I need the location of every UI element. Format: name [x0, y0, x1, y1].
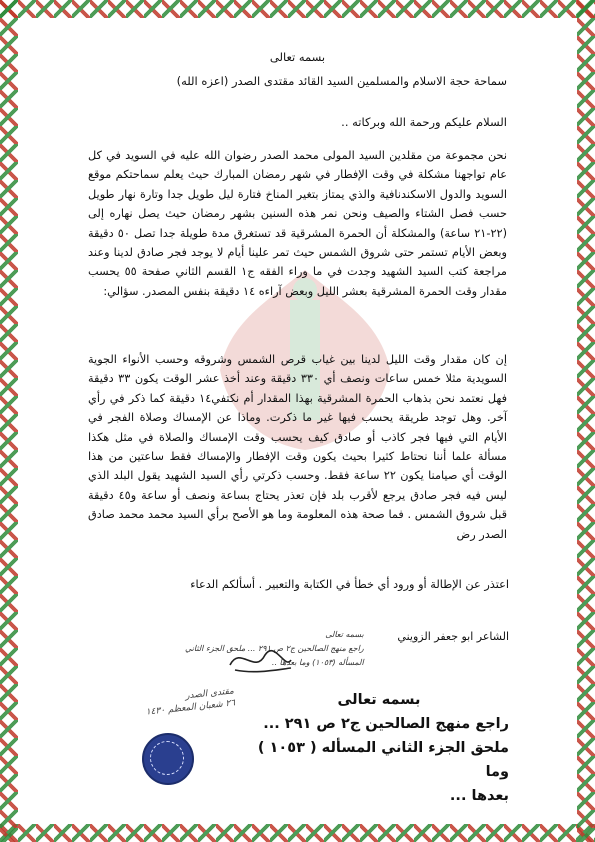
greeting-line: السلام عليكم ورحمة الله وبركاته ..: [341, 115, 507, 129]
handwritten-basmala: بسمه تعالى: [325, 630, 364, 639]
handwritten-line-2: المسأله (١٠٥٣) وما بعدها ..: [271, 658, 364, 667]
handwritten-date: ٢٦ شعبان المعظم ١٤٣٠: [145, 698, 236, 718]
reply-title: بسمه تعالى: [337, 692, 421, 708]
handwritten-line-1: راجع منهج الصالحين ج٢ ص ٢٩١ ... ملحق الجزء الثاني: [185, 644, 364, 653]
paragraph-question: إن كان مقدار وقت الليل لدينا بين غياب قرص الشمس وشروقه وحسب الأنواء الجوية السويدية مثلا خمس ساعات ونصف أي ٣٣٠ دقيقة وعند أخذ عشر الوقت يكون ٣٣ دقيقة فهل نعتمد نحن بذهاب الحمرة المشرقية بهذا المقدار أم نكتفي١٤ دقيقة كما ذكر في رأي آخر. وهل توجد طريقة يحسب فيها غير ما ذكرت. وماذا عن الإمساك وصلاة الفجر في الأيام التي فيها فجر كاذب أو صادق كيف يحسب وقت الإمساك والصلاة في مثل هكذا مسألة علما أننا نحتاط كثيرا بحيث يكون وقت الإفطار والإمساك فقط ساعتين من هذا الوقت أي صيامنا يكون ٢٢ ساعة فقط. وحسب ذكرتي رأي السيد الشهيد يقول البلد الذي ليس فيه فجر صادق يرجع لأقرب بلد فإن تعذر يحتاج بساعة ونصف أو ساعة و٤٥ دقيقة قبل شروق الشمس . فما صحة هذه المعلومة وما هو الأصح برأي السيد محمد محمد صادق الصدر رض: [88, 353, 508, 541]
decorative-border-bottom: [0, 824, 595, 842]
reply-line-2: ملحق الجزء الثاني المسأله ( ١٠٥٣ ) وما: [257, 740, 509, 780]
reply-block: [249, 688, 509, 808]
apology-line: اعتذر عن الإطالة أو ورود أي خطأ في الكتابة والتعبير . أسألكم الدعاء: [190, 578, 509, 591]
decorative-border-right: [577, 0, 595, 842]
official-seal-icon: [142, 733, 194, 785]
handwritten-signature: مقتدى الصدر: [184, 686, 235, 702]
paragraph-problem: نحن مجموعة من مقلدين السيد المولى محمد الصدر رضوان الله عليه في السويد في كل عام تواجهنا مشكلة في وقت الإفطار في شهر رمضان المبارك حيث يعلم سماحتكم موقع السويد والدول الاسكندنافية والذي يمتاز بتغير المناخ فتارة ليل طويل جدا وتارة نهار طويل حسب فصل الشتاء والصيف ونحن نمر هذه السنين بشهر رمضان حيث يصل نهاره إلى (٢٢-٢١ ساعة) والمشكلة أن الحمرة المشرقية قد تستغرق مدة طويلة جدا تصل ٥٠ دقيقة وبعض الأيام تستمر حتى شروق الشمس حيث تمر علينا أيام لا يوجد فجر صادق لدينا وعند مراجعة كتب السيد الشهيد وجدت في ما وراء الفقه ج١ القسم الثاني صفحة ٥٥ يحسب مقدار وقت الحمرة المشرقية بعشر الليل وبعض آراءه ١٤ دقيقة بنفس المصدر. سؤالي:: [88, 149, 507, 298]
decorative-border-top: [0, 0, 595, 18]
addressee-line: سماحة حجة الاسلام والمسلمين السيد القائد مقتدى الصدر (اعزه الله): [176, 74, 507, 88]
reply-line-3: بعدها ...: [449, 788, 509, 804]
signature-note: [144, 685, 236, 718]
letter-body: [88, 40, 507, 600]
decorative-border-left: [0, 0, 18, 842]
author-name: الشاعر ابو جعفر الزويني: [397, 630, 509, 643]
opening-basmala: بسمه تعالى: [269, 50, 326, 64]
signature-scribble-icon: [225, 640, 295, 680]
reply-line-1: راجع منهج الصالحين ج٢ ص ٢٩١ ...: [263, 716, 509, 732]
